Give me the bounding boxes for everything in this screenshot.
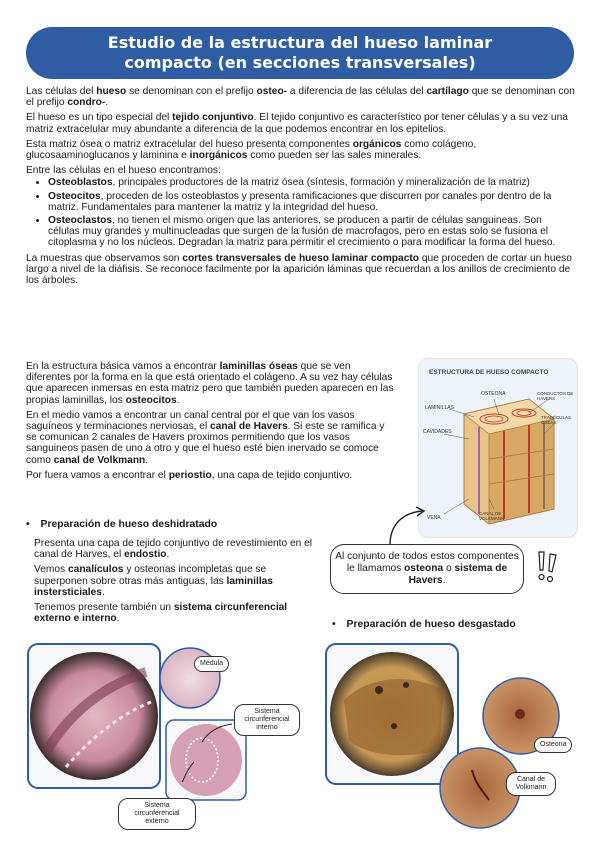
diagram-label-vena: VENA xyxy=(427,515,441,521)
label-sistema-interno: Sistema circunferencial interno xyxy=(234,704,300,736)
intro-paragraph-2: El hueso es un tipo especial del tejido conjuntivo. El tejido conjuntivo es característico por tener células y a su vez una matriz extracelular muy abundante a diferencia de la que podemos encontrar en los epitelios. xyxy=(26,112,568,135)
intro-paragraph-5: La muestras que observamos son cortes transversales de hueso laminar compacto que proceden de cortar un hueso largo a nivel de la diáfisis. Se reconoce facilmente por la aparición láminas que recuerdan a los anillos de crecimiento de los árboles. xyxy=(26,252,572,287)
page-title-line1: Estudio de la estructura del hueso laminar xyxy=(107,33,493,52)
dehydrated-heading: • Preparación de hueso deshidratado xyxy=(26,519,217,530)
intro-paragraph-1: Las células del hueso se denominan con el prefijo osteo- a diferencia de las células del cartílago que se denominan con el prefijo condro-. xyxy=(26,86,575,109)
diagram-title: ESTRUCTURA DE HUESO COMPACTO xyxy=(429,369,549,376)
dehydrated-paragraph-1: Presenta una capa de tejido conjuntivo de revestimiento en el canal de Harves, el endostio. xyxy=(34,538,313,561)
diagram-label-cavidades: CAVIDADES xyxy=(423,429,452,435)
diagram-label-volkmann: CANAL DE VOLKMANN xyxy=(479,511,505,521)
dehydrated-section xyxy=(34,538,314,628)
page-title xyxy=(26,27,574,79)
pointer-arrows xyxy=(168,722,248,782)
osteon-callout: Al conjunto de todos estos componentes le llamamos osteona o sistema de Havers. xyxy=(330,544,524,594)
page-title-line2: compacto (en secciones transversales) xyxy=(124,53,476,72)
label-osteona: Osteona xyxy=(534,737,572,753)
structure-section xyxy=(26,361,394,485)
dehydrated-paragraph-2: Vemos canalículos y osteonas incompletas que se superponen sobre otras más antiguas, las laminillas instersticiales. xyxy=(34,564,273,598)
structure-paragraph-1: En la estructura básica vamos a encontrar laminillas óseas que se ven diferentes por la forma en la que está orientado el colágeno. A su vez hay células que aparecen inmersas en esta matriz pero que también pueden aparecen en las propias laminillas, los osteocitos. xyxy=(26,361,394,406)
label-sistema-externo: Sistema circunferencial externo xyxy=(118,798,196,830)
dehydrated-paragraph-3: Tenemos presente también un sistema circunferencial externo e interno. xyxy=(34,602,288,625)
diagram-label-havers: CONDUCTOS DE HAVERS xyxy=(537,391,574,401)
list-item: • Osteocitos, proceden de los osteoblastos y presenta ramificaciones que discurren por canales por dentro de la matriz. Fundamentales para mantener la matriz y la integridad del hueso. xyxy=(48,191,576,213)
label-canal-volkmann: Canal de Volkmann xyxy=(506,772,556,796)
diagram-label-osteona: OSTEONA xyxy=(481,391,506,397)
bone-diagram xyxy=(418,358,578,538)
intro-section xyxy=(26,86,576,290)
cell-types-list xyxy=(48,177,576,248)
diagram-label-laminillas: LAMINILLAS xyxy=(425,405,454,411)
diagram-label-trabeculas: TRABÉCULAS ÓSEAS xyxy=(541,415,572,425)
worn-heading: • Preparación de hueso desgastado xyxy=(332,619,516,630)
intro-paragraph-4: Entre las células en el hueso encontramos: xyxy=(26,165,221,177)
structure-paragraph-2: En el medio vamos a encontrar un canal central por el que van los vasos saguíneos y terminaciones nerviosas, el canal de Havers. Si este se ramifica y se comunican 2 canales de Havers proximos permitiendo que los vasos sanguineos pasen de uno a otro y que el hueso esté bien inervado se comoce como canal de Volkmann. xyxy=(26,409,385,466)
intro-paragraph-3: Esta matriz ósea o matriz extracelular del hueso presenta componentes orgánicos como colágeno, glucosaaminoglucanos y laminina e inorgánicos como pueden ser las sales minerales. xyxy=(26,138,477,162)
list-item: • Osteoclastos, no tienen el mismo origen que las anteriores, se producen a partir de células sanguineas. Son células muy grandes y multinucleadas que surgen de la fusión de macrofagos, pero en estas solo se fusiona el citoplasma y no los núcleos. Degradan la matriz para permitir el crecimiento o para modificar la forma del hueso. xyxy=(48,215,576,249)
exclamation-icon xyxy=(534,550,562,586)
structure-paragraph-3: Por fuera vamos a encontrar el periostio, una capa de tejido conjuntivo. xyxy=(26,469,353,481)
label-medula: Médula xyxy=(194,656,229,672)
list-item: • Osteoblastos, principales productores de la matriz ósea (síntesis, formación y mineralización de la matriz) xyxy=(48,177,576,188)
